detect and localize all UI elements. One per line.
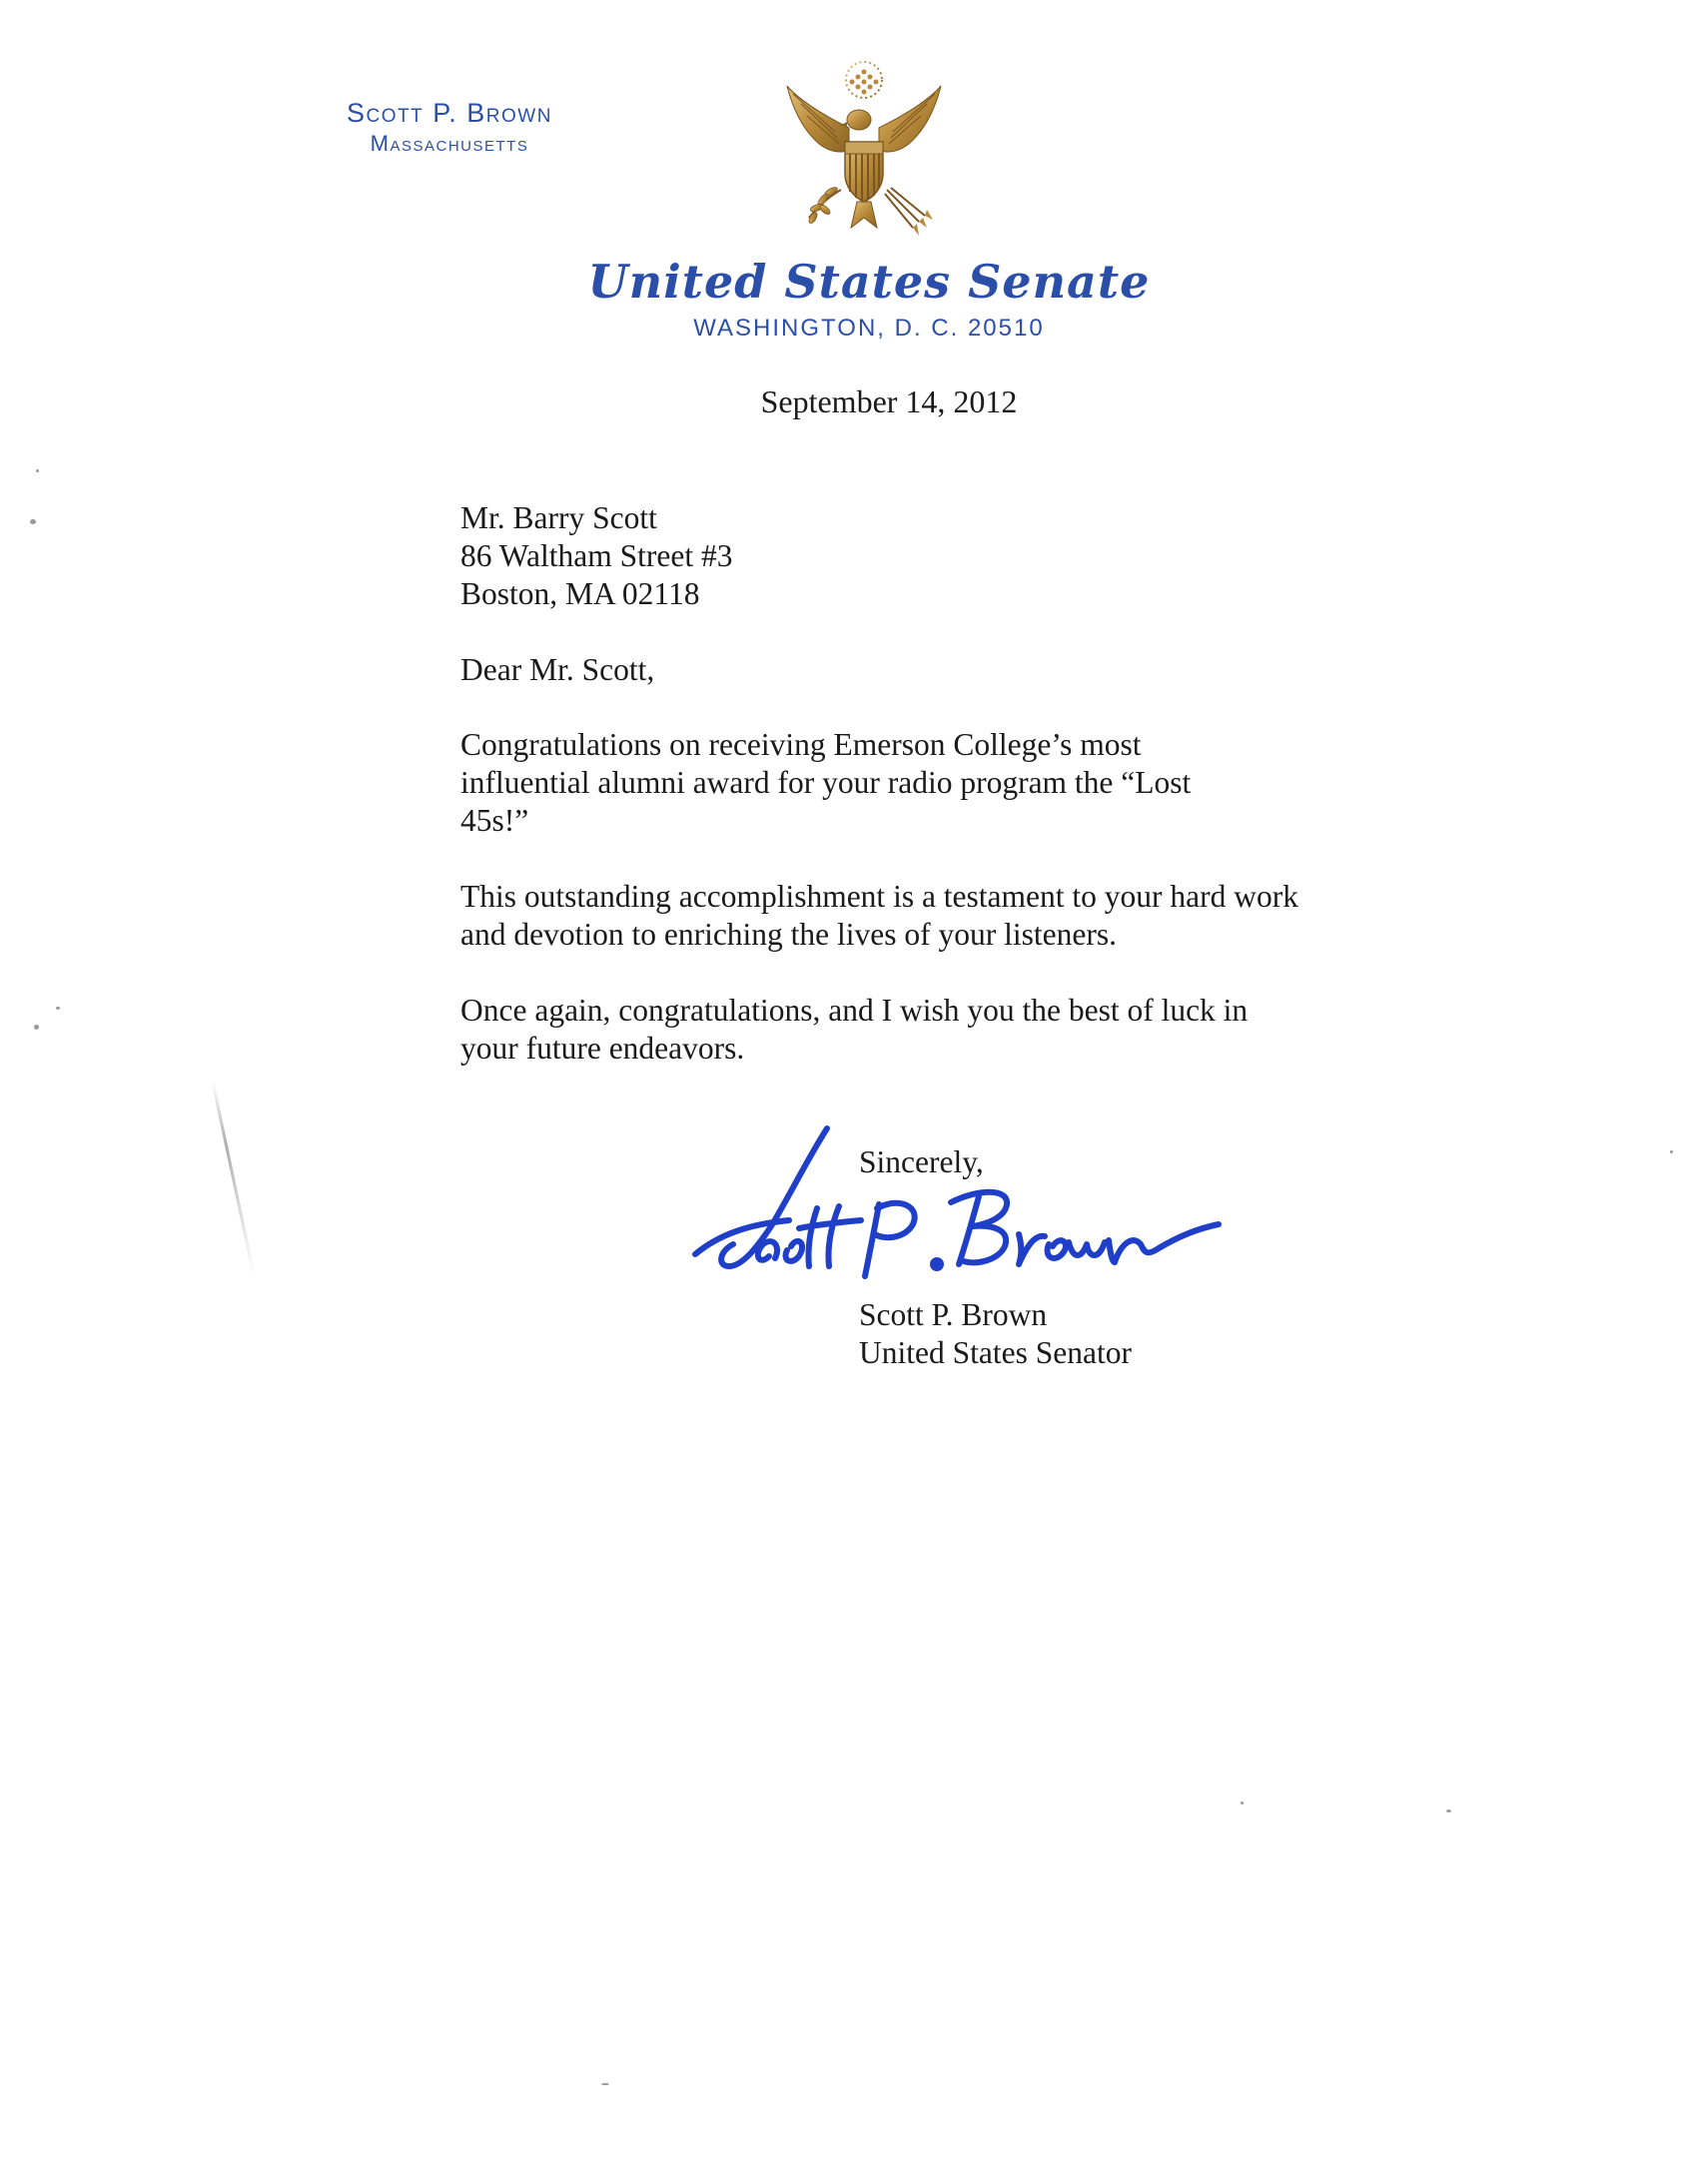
recipient-address xyxy=(460,499,1299,613)
recipient-city: Boston, MA 02118 xyxy=(460,576,700,611)
recipient-name: Mr. Barry Scott xyxy=(460,500,657,535)
recipient-street: 86 Waltham Street #3 xyxy=(460,538,733,573)
paragraph-3: Once again, congratulations, and I wish you the best of luck in your future endeavors. xyxy=(460,993,1249,1066)
scan-speck xyxy=(56,1007,60,1010)
sender-name: Scott P. Brown xyxy=(347,98,552,128)
salutation: Dear Mr. Scott, xyxy=(460,652,655,687)
scan-speck xyxy=(1446,1810,1451,1813)
closing: Sincerely, xyxy=(859,1144,984,1179)
senate-address: WASHINGTON, D. C. 20510 xyxy=(693,315,1045,342)
signer-block xyxy=(859,1296,1132,1372)
paragraph-2: This outstanding accomplishment is a testament to your hard work and devotion to enriching the lives of your listeners. xyxy=(460,879,1298,952)
scan-speck xyxy=(36,469,39,472)
letter-date: September 14, 2012 xyxy=(760,383,1018,419)
sender-block xyxy=(300,96,599,158)
signer-name: Scott P. Brown xyxy=(859,1297,1048,1332)
senate-title: United States Senate xyxy=(587,255,1151,309)
great-seal-eagle-icon xyxy=(779,58,949,240)
scan-speck xyxy=(1241,1802,1244,1805)
scan-speck xyxy=(1670,1150,1673,1153)
sender-state: Massachusetts xyxy=(370,131,529,156)
scan-speck xyxy=(30,519,36,524)
signer-title: United States Senator xyxy=(859,1335,1132,1370)
scan-artifact-line xyxy=(211,1081,256,1276)
paragraph-1: Congratulations on receiving Emerson College’s most influential alumni award for your radio program the “Lost 45s!” xyxy=(460,727,1192,838)
signature-icon xyxy=(689,1116,1224,1286)
scan-speck xyxy=(34,1025,39,1030)
scan-speck xyxy=(601,2083,609,2085)
